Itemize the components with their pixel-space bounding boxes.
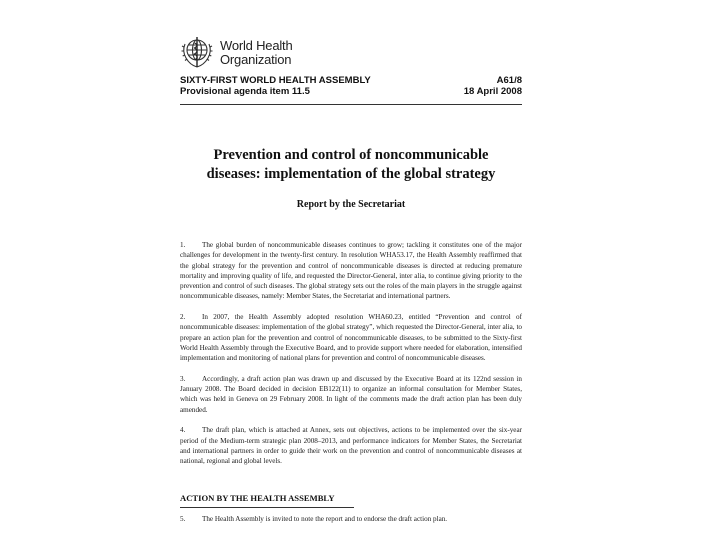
paragraph-text: In 2007, the Health Assembly adopted resolution WHA60.23, entitled “Prevention and control of noncommunicable diseases: implementation of the global strategy”, which requested the Director-General, inter alia, to prepare an action plan for the prevention and control of noncommunicable diseases, to be submitted to the Sixty-first World Health Assembly through the Executive Board, and to provide support where needed for elaboration, intensified implementation and monitoring of national plans for prevention and control of noncommunicable diseases.: [180, 313, 522, 363]
paragraph-number: 4.: [180, 426, 186, 435]
header-row-agenda: [180, 86, 522, 98]
paragraph-number: 5.: [180, 515, 186, 523]
document-subtitle: Report by the Secretariat: [296, 199, 406, 210]
document-title-line1: Prevention and control of noncommunicable: [213, 147, 489, 163]
assembly-name: SIXTY-FIRST WORLD HEALTH ASSEMBLY: [180, 75, 371, 86]
paragraph: [180, 425, 522, 466]
paragraph: [180, 374, 522, 415]
paragraph: [180, 312, 522, 363]
document-code: A61/8: [496, 75, 522, 86]
action-heading-underline: [180, 507, 354, 508]
action-paragraph: [180, 514, 522, 524]
paragraph-number: 3.: [180, 374, 186, 383]
paragraph-number: 1.: [180, 241, 186, 249]
paragraph-text: The Health Assembly is invited to note the report and to endorse the draft action plan.: [202, 515, 448, 523]
organization-name: [220, 39, 293, 67]
document-date: 18 April 2008: [463, 86, 522, 97]
paragraph: [180, 240, 522, 302]
paragraph-text: The global burden of noncommunicable diseases continues to grow; tackling it constitutes one of the major challenges for development in the twenty-first century. In resolution WHA53.17, the Health Assembly reaffirmed that the global strategy for the prevention and control of noncommunicable diseases is directed at reducing premature mortality and improving quality of life, and requested the Director-General, inter alia, to continue giving priority to the prevention and control of such diseases. The global strategy sets out the roles of the main players in the struggle against noncommunicable diseases, namely: Member States, the Secretariat and international partners.: [180, 241, 522, 301]
document-title-line2: diseases: implementation of the global strategy: [206, 166, 496, 182]
header-divider: [180, 104, 522, 105]
action-heading: ACTION BY THE HEALTH ASSEMBLY: [180, 493, 335, 503]
document-body: [180, 240, 522, 477]
who-emblem-icon: [180, 34, 214, 70]
agenda-item: Provisional agenda item 11.5: [180, 86, 310, 97]
paragraph-text: Accordingly, a draft action plan was drawn up and discussed by the Executive Board at its 122nd session in January 2008. The Board decided in decision EB122(11) to organize an informal consultation for Member States, which was held in Geneva on 29 February 2008. In light of the comments made the draft action plan has been duly amended.: [180, 374, 522, 414]
paragraph-text: The draft plan, which is attached at Annex, sets out objectives, actions to be implemented over the six-year period of the Medium-term strategic plan 2008–2013, and performance indicators for Member States, the Secretariat and international partners in order to guide their work on the prevention and control of noncommunicable diseases at national, regional and global levels.: [180, 426, 522, 466]
paragraph-number: 2.: [180, 313, 186, 322]
organization-name-line1: World Health: [220, 38, 293, 53]
document-title: [180, 146, 522, 184]
organization-name-line2: Organization: [220, 52, 292, 67]
